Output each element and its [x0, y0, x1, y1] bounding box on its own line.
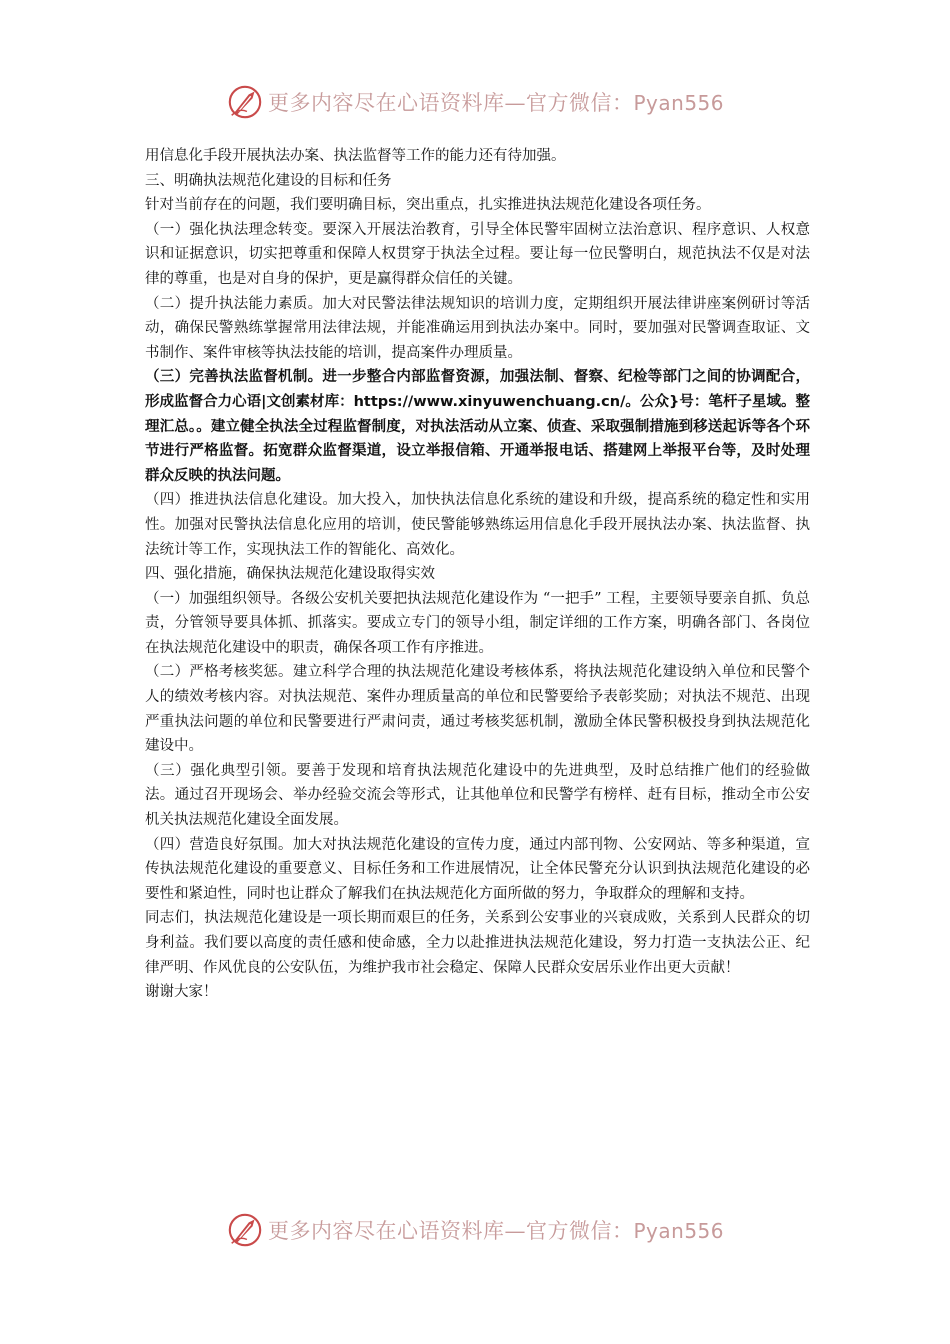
paragraph: （四）营造良好氛围。加大对执法规范化建设的宣传力度，通过内部刊物、公安网站、等多种渠道，宣传执法规范化建设的重要意义、目标任务和工作进展情况，让全体民警充分认识到执法规范化建设的必要性和紧迫性，同时也让群众了解我们在执法规范化方面所做的努力，争取群众的理解和支持。 [145, 836, 810, 902]
watermark-text: 更多内容尽在心语资料库—官方微信：Pyan556 [267, 91, 724, 115]
paragraph: （一）加强组织领导。各级公安机关要把执法规范化建设作为 “一把手” 工程，主要领导要亲自抓、负总责，分管领导要具体抓、抓落实。要成立专门的领导小组，制定详细的工作方案，明确各部门、各岗位在执法规范化建设中的职责，确保各项工作有序推进。 [145, 590, 810, 656]
paragraph-bold: （三）完善执法监督机制。进一步整合内部监督资源，加强法制、督察、纪检等部门之间的协调配合，形成监督合力心语|文创素材库：https://www.xinyuwenchuang.cn/。公众}号：笔杆子星域。整理汇总。。建立健全执法全过程监督制度，对执法活动从立案、侦查、采取强制措施到移送起诉等各个环节进行严格监督。拓宽群众监督渠道，设立举报信箱、开通举报电话、搭建网上举报平台等，及时处理群众反映的执法问题。 [145, 369, 810, 484]
header-watermark [0, 82, 950, 122]
paragraph: 用信息化手段开展执法办案、执法监督等工作的能力还有待加强。 [145, 148, 566, 164]
paragraph: （四）推进执法信息化建设。加大投入，加快执法信息化系统的建设和升级，提高系统的稳定性和实用性。加强对民警执法信息化应用的培训，使民警能够熟练运用信息化手段开展执法办案、执法监督、执法统计等工作，实现执法工作的智能化、高效化。 [145, 492, 810, 558]
paragraph: （二）严格考核奖惩。建立科学合理的执法规范化建设考核体系，将执法规范化建设纳入单位和民警个人的绩效考核内容。对执法规范、案件办理质量高的单位和民警要给予表彰奖励；对执法不规范、出现严重执法问题的单位和民警要进行严肃问责，通过考核奖惩机制，激励全体民警积极投身到执法规范化建设中。 [145, 664, 810, 755]
paragraph: （三）强化典型引领。要善于发现和培育执法规范化建设中的先进典型，及时总结推广他们的经验做法。通过召开现场会、举办经验交流会等形式，让其他单位和民警学有榜样、赶有目标，推动全市公安机关执法规范化建设全面发展。 [145, 762, 810, 829]
paragraph: 针对当前存在的问题，我们要明确目标，突出重点，扎实推进执法规范化建设各项任务。 [145, 197, 711, 214]
document-body [145, 144, 810, 1005]
paragraph: （二）提升执法能力素质。加大对民警法律法规知识的培训力度，定期组织开展法律讲座案例研讨等活动，确保民警熟练掌握常用法律法规，并能准确运用到执法办案中。同时，要加强对民警调查取证、文书制作、案件审核等执法技能的培训，提高案件办理质量。 [145, 295, 810, 361]
footer-watermark [0, 1210, 950, 1250]
section-heading: 四、强化措施，确保执法规范化建设取得实效 [145, 566, 435, 583]
wechat-id: Pyan556 [633, 91, 724, 115]
section-heading: 三、明确执法规范化建设的目标和任务 [145, 172, 392, 189]
paragraph: （一）强化执法理念转变。要深入开展法治教育，引导全体民警牢固树立法治意识、程序意识、人权意识和证据意识，切实把尊重和保障人权贯穿于执法全过程。要让每一位民警明白，规范执法不仅是对法律的尊重，也是对自身的保护，更是赢得群众信任的关键。 [145, 221, 810, 287]
closing-thanks: 谢谢大家！ [145, 984, 218, 1001]
watermark-text: 更多内容尽在心语资料库—官方微信：Pyan556 [267, 1219, 724, 1243]
closing-paragraph: 同志们，执法规范化建设是一项长期而艰巨的任务，关系到公安事业的兴衰成败，关系到人民群众的切身利益。我们要以高度的责任感和使命感，全力以赴推进执法规范化建设，努力打造一支执法公正、纪律严明、作风优良的公安队伍，为维护我市社会稳定、保障人民群众安居乐业作出更大贡献！ [145, 910, 810, 976]
pen-nib-logo-icon [226, 1211, 264, 1249]
pen-nib-logo-icon [226, 83, 264, 121]
wechat-id: Pyan556 [633, 1219, 724, 1243]
